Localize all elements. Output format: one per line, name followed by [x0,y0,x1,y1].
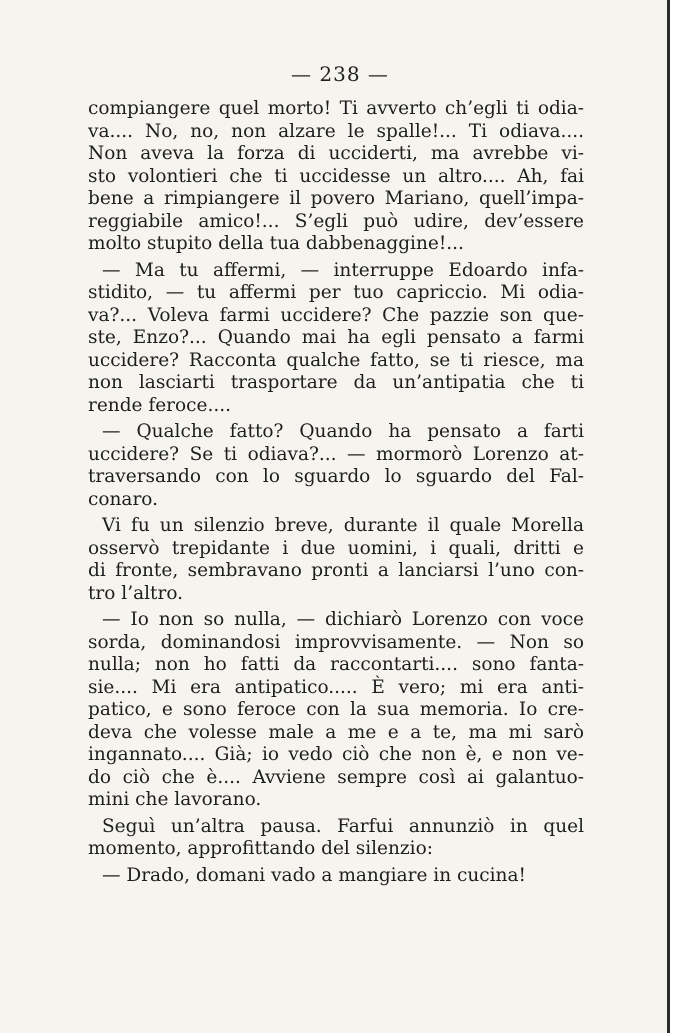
page-margin-edge [670,0,680,1033]
text-line: va?... Voleva farmi uccidere? Che pazzie son que- [88,304,584,326]
text-line: nulla; non ho fatti da raccontarti.... sono fanta- [88,654,584,675]
text-line: Non aveva la forza di ucciderti, ma avrebbe vi- [88,143,584,164]
text-line: — Drado, domani vado a mangiare in cucina! [102,864,526,886]
text-line: Seguì un’altra pausa. Farfui annunziò in quel [102,815,584,837]
text-line: traversando con lo sguardo lo sguardo del Fal- [88,466,584,487]
text-line: compiangere quel morto! Ti avverto ch’egli ti odia- [88,98,584,119]
text-line: osservò trepidante i due uomini, i quali, dritti e [88,537,584,559]
text-line: — Io non so nulla, — dichiarò Lorenzo con voce [102,609,584,630]
text-line: di fronte, sembravano pronti a lanciarsi l’uno con- [88,560,584,581]
text-line: non lasciarti trasportare da un’antipatia che ti [88,372,584,393]
paragraph-7 [88,865,584,888]
paragraph-5 [88,609,584,812]
text-line: uccidere? Racconta qualche fatto, se ti riesce, ma [88,349,584,371]
page-number: — 238 — [291,62,389,86]
text-line: sto volontieri che ti uccidesse un altro.... Ah, fai [88,165,584,187]
text-line: — Ma tu affermi, — interruppe Edoardo infa- [102,259,584,281]
text-line: tro l’altro. [88,582,184,604]
text-line: sorda, dominandosi improvvisamente. — Non so [88,631,584,653]
text-line: sie.... Mi era antipatico..... È vero; mi era anti- [88,676,584,698]
text-line: ingannato.... Già; io vedo ciò che non è, e non ve- [88,744,584,765]
text-line: stidito, — tu affermi per tuo capriccio. Mi odia- [88,282,584,303]
text-line: molto stupito della tua dabbenaggine!... [88,233,464,254]
text-line: bene a rimpiangere il povero Mariano, quell’impa- [88,188,584,209]
text-line: rende feroce.... [88,394,231,416]
paragraph-4 [88,515,584,605]
paragraph-6 [88,816,584,861]
page-text [88,98,584,887]
text-line: reggiabile amico!... S’egli può udire, dev’essere [88,210,584,232]
paragraph-2 [88,260,584,418]
text-line: ste, Enzo?... Quando mai ha egli pensato a farmi [88,327,584,348]
text-line: Vi fu un silenzio breve, durante il quale Morella [102,515,584,536]
text-line: conaro. [88,488,158,510]
text-line: momento, approfittando del silenzio: [88,838,433,859]
text-line: patico, e sono feroce con la sua memoria. Io cre- [88,699,584,720]
page-binding-line [667,0,670,1033]
text-line: mini che lavorano. [88,789,262,810]
text-line: deva che volesse male a me e a te, ma mi sarò [88,721,584,743]
text-line: do ciò che è.... Avviene sempre così ai galantuo- [88,766,584,788]
text-line: — Qualche fatto? Quando ha pensato a farti [102,421,584,442]
paragraph-3 [88,421,584,511]
text-line: va.... No, no, non alzare le spalle!... Ti odiava.... [88,120,584,142]
paragraph-1 [88,98,584,256]
text-line: uccidere? Se ti odiava?... — mormorò Lorenzo at- [88,443,584,465]
